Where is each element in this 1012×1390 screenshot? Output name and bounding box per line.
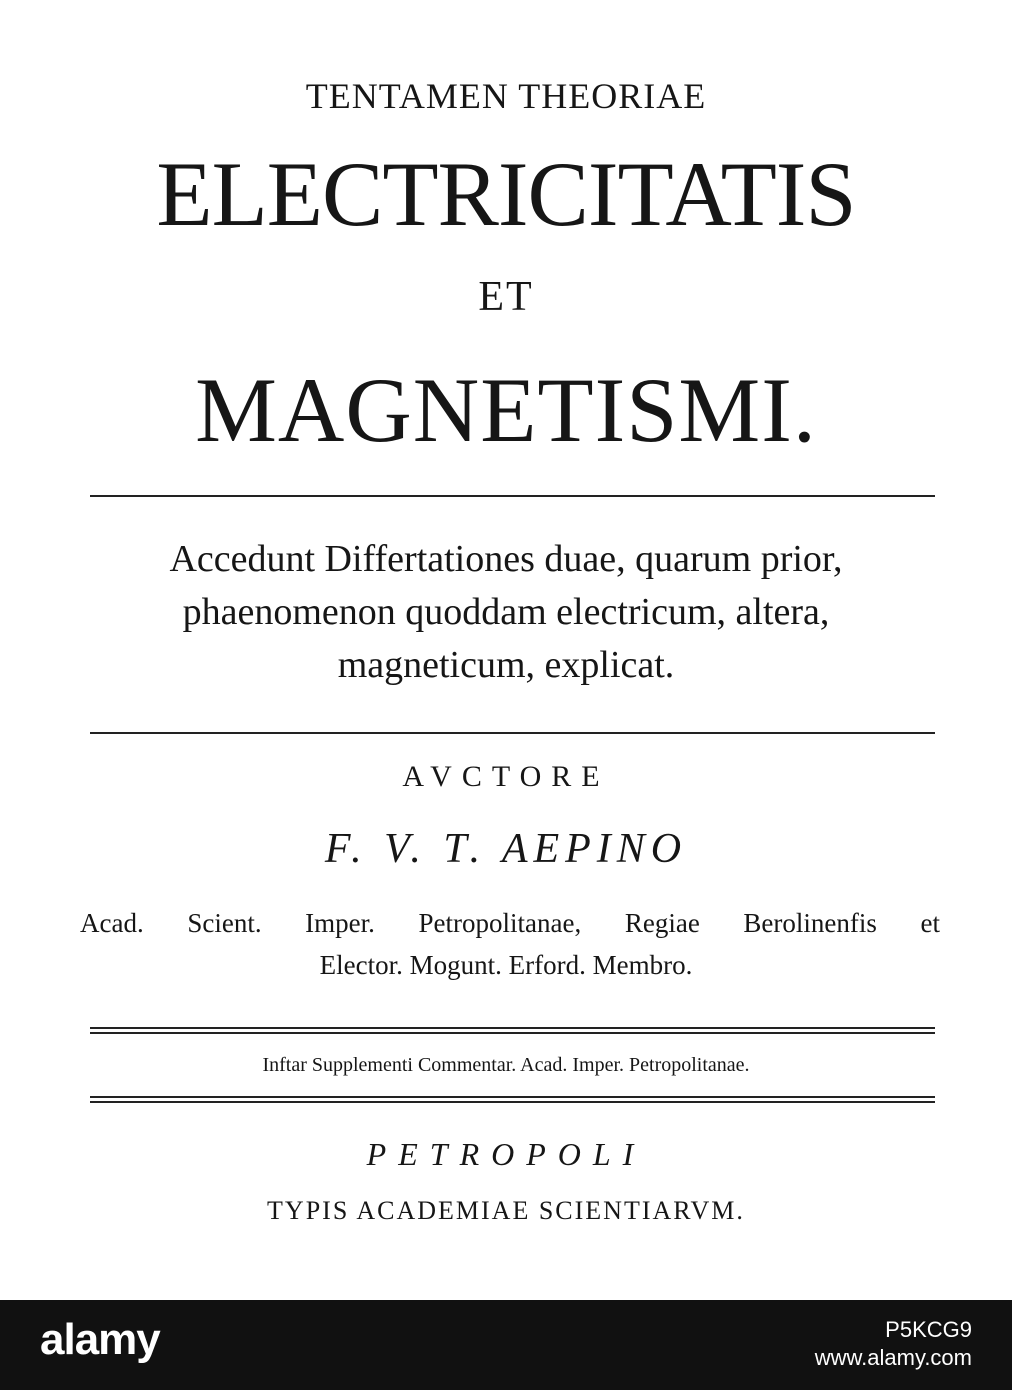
divider-rule [90, 495, 935, 497]
divider-rule [90, 1027, 935, 1029]
subtitle-line-3: magneticum, explicat. [337, 644, 675, 686]
subtitle-line-2: phaenomenon quoddam electricum, altera, [182, 591, 830, 633]
supplement-note: Inftar Supplementi Commentar. Acad. Imper. Petropolitanae. [262, 1054, 750, 1076]
alamy-logo: alamy [40, 1315, 160, 1364]
divider-rule [90, 732, 935, 734]
affiliation-line-1: Acad. Scient. Imper. Petropolitanae, Regiae Berolinenfis et [80, 908, 940, 938]
site-url: www.alamy.com [814, 1344, 972, 1370]
author-name: F. V. T. AEPINO [324, 826, 688, 872]
title-line-4: MAGNETISMI. [195, 359, 817, 461]
imprint-printer: TYPIS ACADEMIAE SCIENTIARVM. [267, 1196, 745, 1225]
divider-rule [90, 1032, 935, 1034]
affiliation-line-2: Elector. Mogunt. Erford. Membro. [319, 950, 693, 980]
image-code: P5KCG9 [885, 1317, 972, 1342]
subtitle-line-1: Accedunt Differtationes duae, quarum prior, [169, 538, 843, 580]
divider-rule [90, 1096, 935, 1098]
divider-rule [90, 1101, 935, 1103]
title-line-3: ET [478, 274, 534, 320]
auctore-label: AVCTORE [402, 760, 610, 793]
imprint-place: PETROPOLI [366, 1136, 646, 1172]
title-line-2: ELECTRICITATIS [156, 143, 856, 245]
image-id-block [815, 1316, 972, 1371]
title-line-1: TENTAMEN THEORIAE [305, 76, 707, 116]
